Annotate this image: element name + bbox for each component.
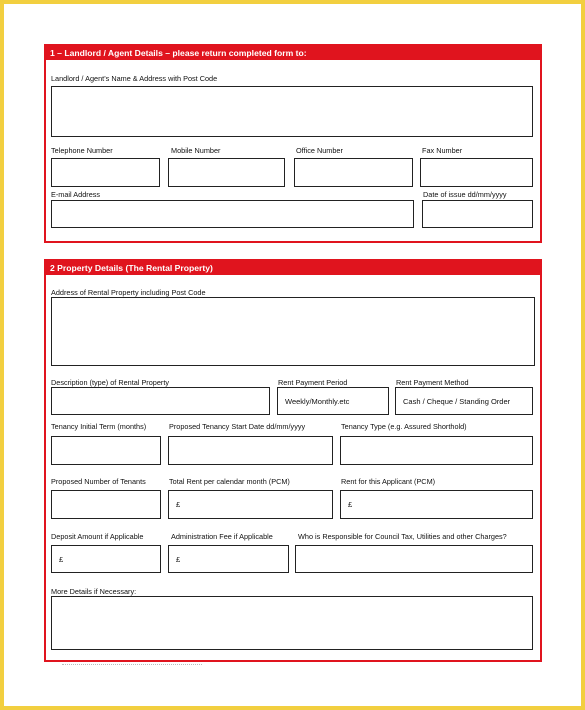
applicant-rent-field[interactable]: £	[340, 490, 533, 519]
email-label: E-mail Address	[51, 190, 101, 199]
num-tenants-label: Proposed Number of Tenants	[51, 477, 146, 486]
telephone-label: Telephone Number	[51, 146, 113, 155]
date-issue-field[interactable]	[422, 200, 533, 228]
total-rent-field[interactable]: £	[168, 490, 333, 519]
total-rent-label: Total Rent per calendar month (PCM)	[169, 477, 290, 486]
initial-term-field[interactable]	[51, 436, 161, 465]
telephone-field[interactable]	[51, 158, 160, 187]
more-details-label: More Details if Necessary:	[51, 587, 137, 596]
council-tax-field[interactable]	[295, 545, 533, 573]
section-1-title: 1 – Landlord / Agent Details – please return completed form to:	[46, 46, 540, 60]
payment-method-label: Rent Payment Method	[396, 378, 469, 387]
more-details-field[interactable]	[51, 596, 533, 650]
name-address-field[interactable]	[51, 86, 533, 137]
landlord-agent-section	[44, 44, 542, 243]
date-issue-label: Date of issue dd/mm/yyyy	[423, 190, 507, 199]
faint-trailing-line	[62, 664, 202, 665]
payment-period-label: Rent Payment Period	[278, 378, 348, 387]
payment-period-field[interactable]: Weekly/Monthly.etc	[277, 387, 389, 415]
fax-field[interactable]	[420, 158, 533, 187]
initial-term-label: Tenancy Initial Term (months)	[51, 422, 147, 431]
mobile-label: Mobile Number	[171, 146, 221, 155]
mobile-field[interactable]	[168, 158, 285, 187]
property-address-label: Address of Rental Property including Post Code	[51, 288, 206, 297]
start-date-field[interactable]	[168, 436, 333, 465]
email-field[interactable]	[51, 200, 414, 228]
tenancy-type-label: Tenancy Type (e.g. Assured Shorthold)	[341, 422, 467, 431]
admin-fee-label: Administration Fee if Applicable	[171, 532, 273, 541]
description-field[interactable]	[51, 387, 270, 415]
section-2-title: 2 Property Details (The Rental Property)	[46, 261, 540, 275]
property-details-section	[44, 259, 542, 662]
description-label: Description (type) of Rental Property	[51, 378, 170, 387]
fax-label: Fax Number	[422, 146, 463, 155]
property-address-field[interactable]	[51, 297, 535, 366]
deposit-field[interactable]: £	[51, 545, 161, 573]
deposit-label: Deposit Amount if Applicable	[51, 532, 144, 541]
office-label: Office Number	[296, 146, 343, 155]
council-tax-label: Who is Responsible for Council Tax, Utilities and other Charges?	[298, 532, 507, 541]
office-field[interactable]	[294, 158, 413, 187]
num-tenants-field[interactable]	[51, 490, 161, 519]
admin-fee-field[interactable]: £	[168, 545, 289, 573]
applicant-rent-label: Rent for this Applicant (PCM)	[341, 477, 436, 486]
start-date-label: Proposed Tenancy Start Date dd/mm/yyyy	[169, 422, 306, 431]
tenancy-type-field[interactable]	[340, 436, 533, 465]
payment-method-field[interactable]: Cash / Cheque / Standing Order	[395, 387, 533, 415]
name-address-label: Landlord / Agent’s Name & Address with Post Code	[51, 74, 218, 83]
